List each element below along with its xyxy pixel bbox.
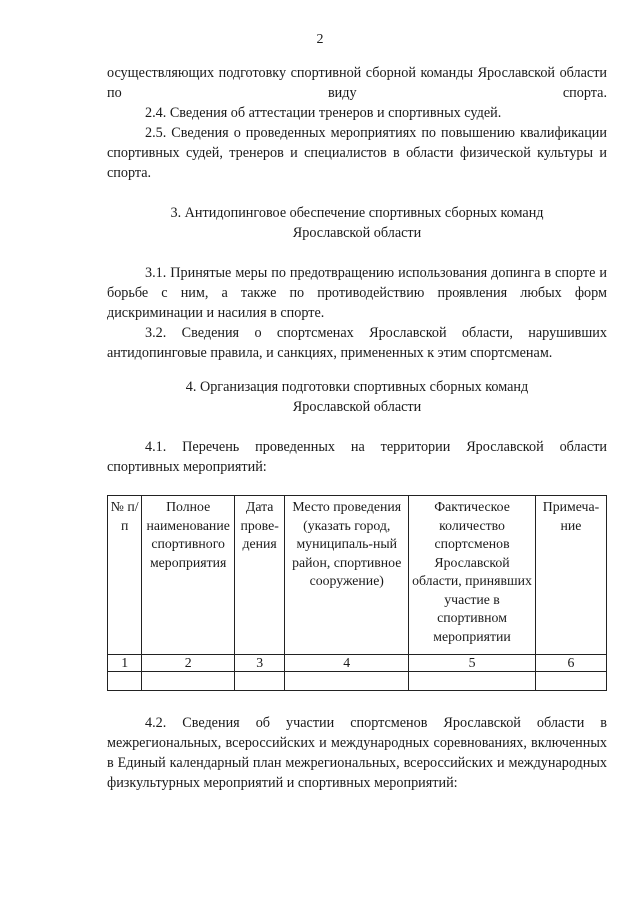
table-header-cell: Примеча-ние bbox=[535, 496, 606, 655]
table-header-cell: Фактическое количество спортсменов Ярославской области, принявших участие в спортивном мероприятии bbox=[409, 496, 536, 655]
document-body bbox=[107, 63, 607, 793]
table-header-cell: № п/п bbox=[108, 496, 142, 655]
table-column-number: 4 bbox=[285, 655, 409, 672]
page-number: 2 bbox=[316, 32, 324, 47]
paragraph-4-1: 4.1. Перечень проведенных на территории Ярославской области спортивных мероприятий: bbox=[107, 439, 607, 475]
section-3-heading-line2: Ярославской области bbox=[292, 225, 422, 241]
paragraph-2-5: 2.5. Сведения о проведенных мероприятиях по повышению квалификации спортивных судей, тренеров и специалистов в области физической культуры и спорта. bbox=[107, 125, 607, 181]
paragraph-3-1: 3.1. Принятые меры по предотвращению использования допинга в спорте и борьбе с ним, а также по противодействию проявления любых форм дискриминации и насилия в спорте. bbox=[107, 265, 607, 321]
table-row bbox=[108, 655, 607, 672]
paragraph-2-4: 2.4. Сведения об аттестации тренеров и спортивных судей. bbox=[145, 105, 502, 121]
paragraph-4-2: 4.2. Сведения об участии спортсменов Ярославской области в межрегиональных, всероссийских и международных соревнованиях, включенных в Единый календарный план межрегиональных, всероссийских и международных физкультурных мероприятий и спортивных мероприятий: bbox=[107, 715, 607, 791]
table-cell bbox=[108, 672, 142, 691]
table-cell bbox=[142, 672, 234, 691]
section-4-heading bbox=[107, 377, 607, 417]
table-header-cell: Место проведения (указать город, муниципаль-ный район, спортивное сооружение) bbox=[285, 496, 409, 655]
table-header-cell: Дата прове-дения bbox=[234, 496, 285, 655]
table-column-number: 3 bbox=[234, 655, 285, 672]
table-cell bbox=[409, 672, 536, 691]
table-column-number: 5 bbox=[409, 655, 536, 672]
table-cell bbox=[234, 672, 285, 691]
table-column-number: 1 bbox=[108, 655, 142, 672]
table-row bbox=[108, 672, 607, 691]
table-cell bbox=[535, 672, 606, 691]
table-header-cell: Полное наименование спортивного мероприятия bbox=[142, 496, 234, 655]
section-4-heading-line1: 4. Организация подготовки спортивных сборных команд bbox=[185, 379, 529, 395]
sport-events-table bbox=[107, 495, 607, 691]
table-column-number: 6 bbox=[535, 655, 606, 672]
paragraph-3-2: 3.2. Сведения о спортсменах Ярославской области, нарушивших антидопинговые правила, и санкциях, примененных к этим спортсменам. bbox=[107, 325, 607, 361]
paragraph-continuation: осуществляющих подготовку спортивной сборной команды Ярославской области по виду спорта. bbox=[107, 65, 607, 101]
table-cell bbox=[285, 672, 409, 691]
section-4-heading-line2: Ярославской области bbox=[292, 399, 422, 415]
table-header-row bbox=[108, 496, 607, 655]
section-3-heading-line1: 3. Антидопинговое обеспечение спортивных сборных команд bbox=[170, 205, 544, 221]
table-column-number: 2 bbox=[142, 655, 234, 672]
section-3-heading bbox=[107, 203, 607, 243]
